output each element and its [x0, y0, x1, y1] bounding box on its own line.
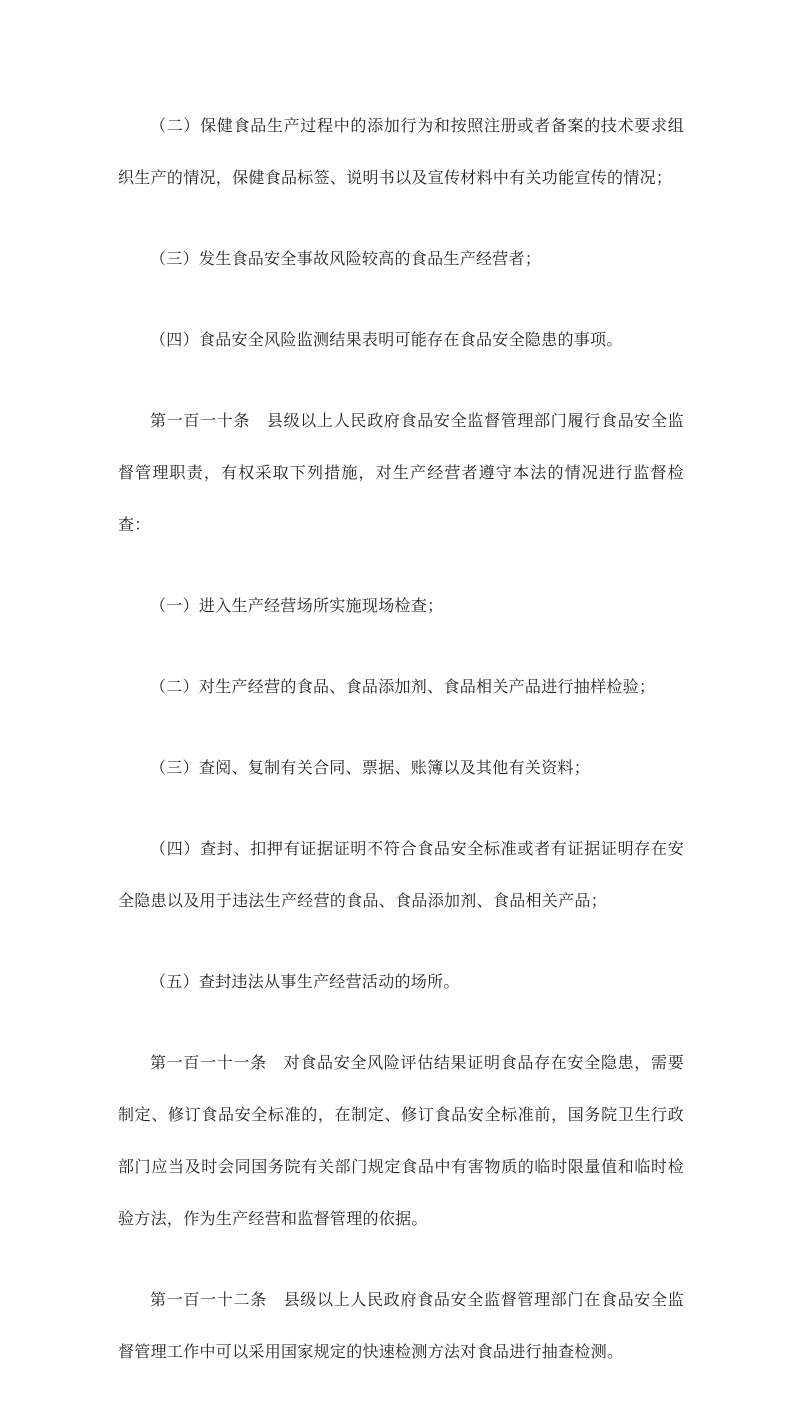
paragraph-article-111: 第一百一十一条 对食品安全风险评估结果证明食品存在安全隐患，需要制定、修订食品安全标准的，在制定、修订食品安全标准前，国务院卫生行政部门应当及时会同国务院有关部门规定食品中有害物质的临时限量值和临时检验方法，作为生产经营和监督管理的依据。 — [118, 1053, 684, 1228]
paragraph-item-2-health-food: （二）保健食品生产过程中的添加行为和按照注册或者备案的技术要求组织生产的情况，保健食品标签、说明书以及宣传材料中有关功能宣传的情况； — [118, 116, 684, 187]
document-body — [118, 100, 684, 1407]
paragraph-measure-1: （一）进入生产经营场所实施现场检查； — [150, 596, 444, 615]
paragraph-article-112: 第一百一十二条 县级以上人民政府食品安全监督管理部门在食品安全监督管理工作中可以采用国家规定的快速检测方法对食品进行抽查检测。 — [118, 1290, 684, 1361]
paragraph-measure-4: （四）查封、扣押有证据证明不符合食品安全标准或者有证据证明存在安全隐患以及用于违法生产经营的食品、食品添加剂、食品相关产品； — [118, 839, 684, 910]
paragraph-measure-5: （五）查封违法从事生产经营活动的场所。 — [150, 972, 460, 991]
paragraph-measure-2: （二）对生产经营的食品、食品添加剂、食品相关产品进行抽样检验； — [150, 677, 656, 696]
paragraph-article-110: 第一百一十条 县级以上人民政府食品安全监督管理部门履行食品安全监督管理职责，有权采取下列措施，对生产经营者遵守本法的情况进行监督检查： — [118, 411, 684, 534]
paragraph-item-4-risk-monitoring: （四）食品安全风险监测结果表明可能存在食品安全隐患的事项。 — [150, 330, 623, 349]
paragraph-measure-3: （三）查阅、复制有关合同、票据、账簿以及其他有关资料； — [150, 758, 591, 777]
paragraph-item-3-high-risk: （三）发生食品安全事故风险较高的食品生产经营者； — [150, 249, 542, 268]
